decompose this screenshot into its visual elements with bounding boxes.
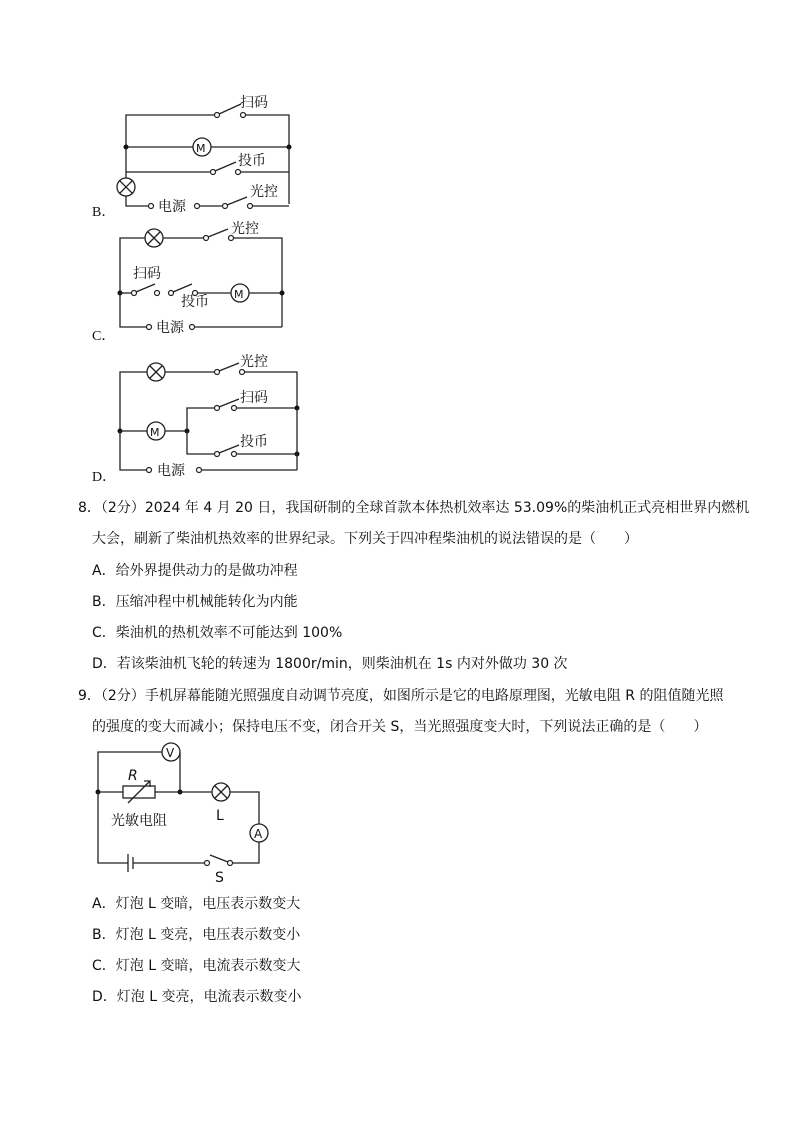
coin-switch-label: 投币 <box>240 434 268 450</box>
resistor-label-r: R <box>128 768 138 784</box>
ammeter-label: A <box>254 827 263 841</box>
scan-switch-label: 扫码 <box>240 95 268 111</box>
question-8-option-a: A．给外界提供动力的是做功冲程 <box>92 563 298 579</box>
scan-switch-label: 扫码 <box>133 266 161 282</box>
question-9-option-d: D．灯泡 L 变亮，电流表示数变小 <box>92 989 302 1005</box>
photoresistor-label: 光敏电阻 <box>111 813 167 829</box>
scan-switch-label: 扫码 <box>240 390 268 406</box>
svg-text:M: M <box>196 142 206 155</box>
lamp-label: L <box>216 808 224 824</box>
power-label: 电源 <box>156 320 184 336</box>
option-c-label: C． <box>92 329 116 344</box>
power-label: 电源 <box>158 199 186 215</box>
question-9-option-c: C．灯泡 L 变暗，电流表示数变大 <box>92 958 301 974</box>
light-switch-label: 光控 <box>231 221 259 237</box>
question-9-option-b: B．灯泡 L 变亮，电压表示数变小 <box>92 927 301 943</box>
coin-switch-label: 投币 <box>238 153 266 169</box>
svg-text:M: M <box>150 426 160 439</box>
question-8-stem-line2: 大会，刷新了柴油机热效率的世界纪录。下列关于四冲程柴油机的说法错误的是（ ） <box>92 531 638 547</box>
question-9-option-a: A．灯泡 L 变暗，电压表示数变大 <box>92 896 301 912</box>
light-switch-label: 光控 <box>240 354 268 370</box>
power-label: 电源 <box>157 463 185 479</box>
switch-label: S <box>215 870 224 886</box>
light-switch-label: 光控 <box>250 184 278 200</box>
question-8-option-b: B．压缩冲程中机械能转化为内能 <box>92 594 298 610</box>
question-8-stem-line1: 8．（2分）2024 年 4 月 20 日，我国研制的全球首款本体热机效率达 53.09%的柴油机正式亮相世界内燃机 <box>78 500 750 516</box>
question-9-stem-line2: 的强度的变大而减小；保持电压不变，闭合开关 S，当光照强度变大时，下列说法正确的是（ ） <box>92 719 708 735</box>
svg-text:M: M <box>234 288 244 301</box>
question-8-option-c: C．柴油机的热机效率不可能达到 100% <box>92 625 343 641</box>
option-b-label: B． <box>92 205 116 220</box>
coin-switch-label: 投币 <box>181 294 209 310</box>
question-9-stem-line1: 9．（2分）手机屏幕能随光照强度自动调节亮度，如图所示是它的电路原理图，光敏电阻 R 的阻值随光照 <box>78 688 724 704</box>
voltmeter-label: V <box>166 746 175 760</box>
question-8-option-d: D．若该柴油机飞轮的转速为 1800r/min，则柴油机在 1s 内对外做功 30 次 <box>92 656 568 672</box>
option-d-label: D． <box>92 470 117 485</box>
